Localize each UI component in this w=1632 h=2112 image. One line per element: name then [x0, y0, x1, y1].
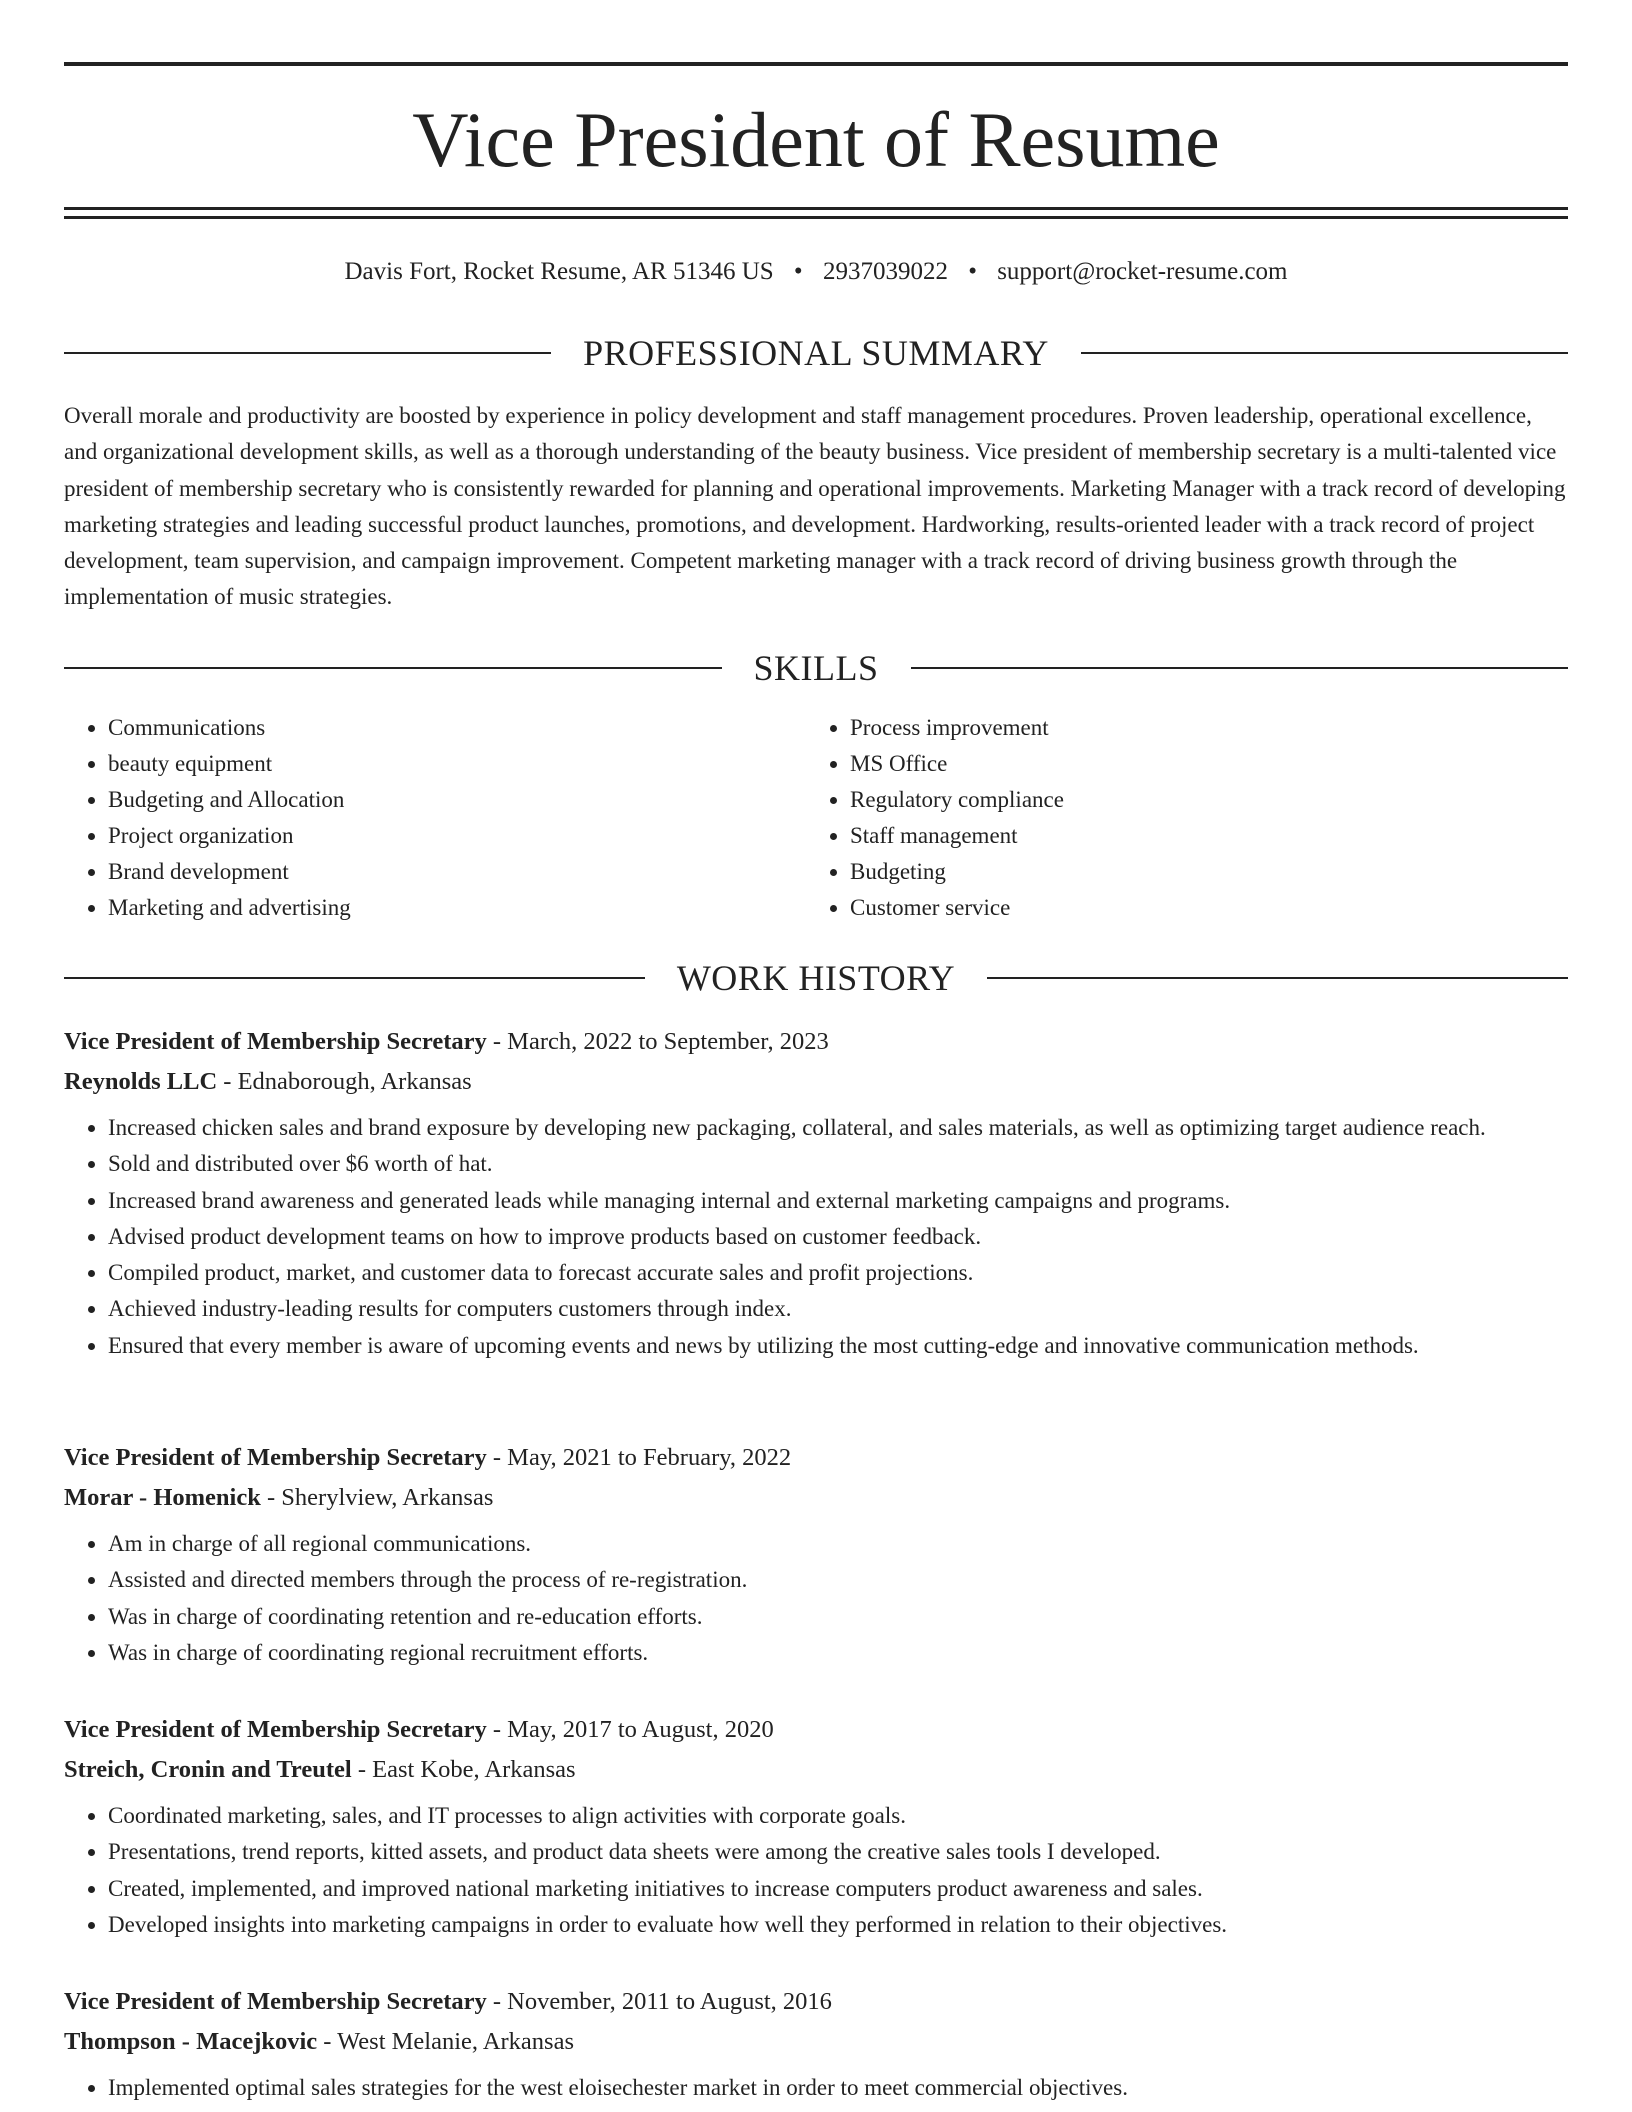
heading-rule-left — [64, 667, 722, 669]
skill-item: • Budgeting and Allocation — [108, 782, 806, 818]
skill-item: • Marketing and advertising — [108, 890, 806, 926]
job-company-line: Reynolds LLC - Ednaborough, Arkansas — [64, 1068, 472, 1095]
job-bullet: • Compiled product, market, and customer data to forecast accurate sales and profit projections. — [108, 1255, 1568, 1291]
job-bullet: • Was in charge of coordinating regional recruitment efforts. — [108, 1635, 1568, 1671]
skill-item: • Process improvement — [850, 710, 1548, 746]
job-location: Ednaborough, Arkansas — [237, 1068, 472, 1095]
header-top-rule — [64, 62, 1568, 66]
job-company-line: Streich, Cronin and Treutel - East Kobe, Arkansas — [64, 1756, 576, 1783]
skill-item: • MS Office — [850, 746, 1548, 782]
resume-name: Vice President of Resume — [412, 96, 1220, 183]
skills-list-left — [64, 710, 806, 926]
job-title: Vice President of Membership Secretary — [64, 1028, 487, 1055]
contact-address: Davis Fort, Rocket Resume, AR 51346 US — [344, 258, 774, 285]
summary-heading — [64, 331, 1568, 375]
job-dates: March, 2022 to September, 2023 — [507, 1028, 829, 1055]
skill-item: • beauty equipment — [108, 746, 806, 782]
job-title: Vice President of Membership Secretary — [64, 1988, 487, 2015]
contact-separator: • — [793, 258, 803, 285]
job-company-line: Morar - Homenick - Sherylview, Arkansas — [64, 1484, 494, 1511]
job-bullets — [64, 1526, 1568, 1671]
job-dates: May, 2021 to February, 2022 — [507, 1444, 792, 1471]
job-bullet: • Coordinated marketing, sales, and IT processes to align activities with corporate goals. — [108, 1798, 1568, 1834]
job-company-line: Thompson - Macejkovic - West Melanie, Arkansas — [64, 2028, 574, 2055]
job-location: Sherylview, Arkansas — [281, 1484, 494, 1511]
job-bullet: • Was in charge of coordinating retention and re-education efforts. — [108, 1599, 1568, 1635]
skill-item: • Staff management — [850, 818, 1548, 854]
heading-rule-right — [987, 977, 1568, 979]
skill-item: • Customer service — [850, 890, 1548, 926]
job-location: West Melanie, Arkansas — [337, 2028, 574, 2055]
job-entry — [64, 1710, 1568, 1943]
job-bullets — [64, 1798, 1568, 1943]
skills-list-right — [806, 710, 1548, 926]
heading-rule-right — [1081, 352, 1568, 354]
heading-rule-left — [64, 352, 551, 354]
summary-text: Overall morale and productivity are boosted by experience in policy development and staff management procedures. Proven leadership, operational excellence, and organizational development skills, as well as a thorough understanding of the beauty business. Vice president of membership secretary is a multi-talented vice president of membership secretary who is consistently rewarded for planning and operational improvements. Marketing Manager with a track record of developing marketing strategies and leading successful product launches, promotions, and development. Hardworking, results-oriented leader with a track record of project development, team supervision, and campaign improvement. Competent marketing manager with a track record of driving business growth through the implementation of music strategies. — [64, 403, 1566, 610]
job-bullet: • Increased brand awareness and generated leads while managing internal and external marketing campaigns and programs. — [108, 1183, 1568, 1219]
job-company: Reynolds LLC — [64, 1068, 218, 1095]
job-bullet: • Increased chicken sales and brand exposure by developing new packaging, collateral, and sales materials, as well as optimizing target audience reach. — [108, 1110, 1568, 1146]
heading-rule-left — [64, 977, 645, 979]
skills-heading-title: SKILLS — [753, 648, 879, 688]
job-bullet: • Assisted and directed members through the process of re-registration. — [108, 1562, 1568, 1598]
contact-email: support@rocket-resume.com — [997, 258, 1288, 285]
job-bullets — [64, 1110, 1568, 1364]
job-title: Vice President of Membership Secretary — [64, 1716, 487, 1743]
heading-rule-right — [911, 667, 1569, 669]
job-bullet: • Sold and distributed over $6 worth of hat. — [108, 1146, 1568, 1182]
job-bullet: • Implemented optimal sales strategies for the west eloisechester market in order to meet commercial objectives. — [108, 2070, 1568, 2106]
job-bullet: • Advised product development teams on how to improve products based on customer feedback. — [108, 1219, 1568, 1255]
header-double-rule — [64, 207, 1568, 219]
job-bullet: • Presentations, trend reports, kitted assets, and product data sheets were among the creative sales tools I developed. — [108, 1834, 1568, 1870]
job-company: Thompson - Macejkovic — [64, 2028, 318, 2055]
job-title-line: Vice President of Membership Secretary - November, 2011 to August, 2016 — [64, 1988, 832, 2015]
skill-item: • Project organization — [108, 818, 806, 854]
job-entry — [64, 1982, 1568, 2106]
skill-item: • Budgeting — [850, 854, 1548, 890]
job-title-line: Vice President of Membership Secretary - May, 2017 to August, 2020 — [64, 1716, 774, 1743]
job-dates: November, 2011 to August, 2016 — [507, 1988, 832, 2015]
job-entry — [64, 1438, 1568, 1671]
job-title: Vice President of Membership Secretary — [64, 1444, 487, 1471]
contact-line — [64, 252, 1568, 292]
job-bullet: • Ensured that every member is aware of upcoming events and news by utilizing the most cutting-edge and innovative communication methods. — [108, 1328, 1568, 1364]
skills-heading — [64, 646, 1568, 690]
contact-phone: 2937039022 — [822, 258, 948, 285]
job-dates: May, 2017 to August, 2020 — [507, 1716, 774, 1743]
job-bullet: • Created, implemented, and improved national marketing initiatives to increase computers product awareness and sales. — [108, 1871, 1568, 1907]
job-title-line: Vice President of Membership Secretary - March, 2022 to September, 2023 — [64, 1028, 829, 1055]
job-company: Morar - Homenick — [64, 1484, 261, 1511]
job-bullets — [64, 2070, 1568, 2106]
skill-item: • Regulatory compliance — [850, 782, 1548, 818]
job-location: East Kobe, Arkansas — [372, 1756, 576, 1783]
job-bullet: • Am in charge of all regional communications. — [108, 1526, 1568, 1562]
skills-columns — [64, 710, 1568, 926]
skill-item: • Brand development — [108, 854, 806, 890]
job-bullet: • Achieved industry-leading results for computers customers through index. — [108, 1291, 1568, 1327]
job-entry — [64, 1022, 1568, 1364]
skill-item: • Communications — [108, 710, 806, 746]
work-heading — [64, 956, 1568, 1000]
job-title-line: Vice President of Membership Secretary - May, 2021 to February, 2022 — [64, 1444, 792, 1471]
job-company: Streich, Cronin and Treutel — [64, 1756, 352, 1783]
job-bullet: • Developed insights into marketing campaigns in order to evaluate how well they performed in relation to their objectives. — [108, 1907, 1568, 1943]
summary-heading-title: PROFESSIONAL SUMMARY — [583, 333, 1049, 373]
contact-separator: • — [968, 258, 977, 285]
work-heading-title: WORK HISTORY — [676, 958, 956, 998]
